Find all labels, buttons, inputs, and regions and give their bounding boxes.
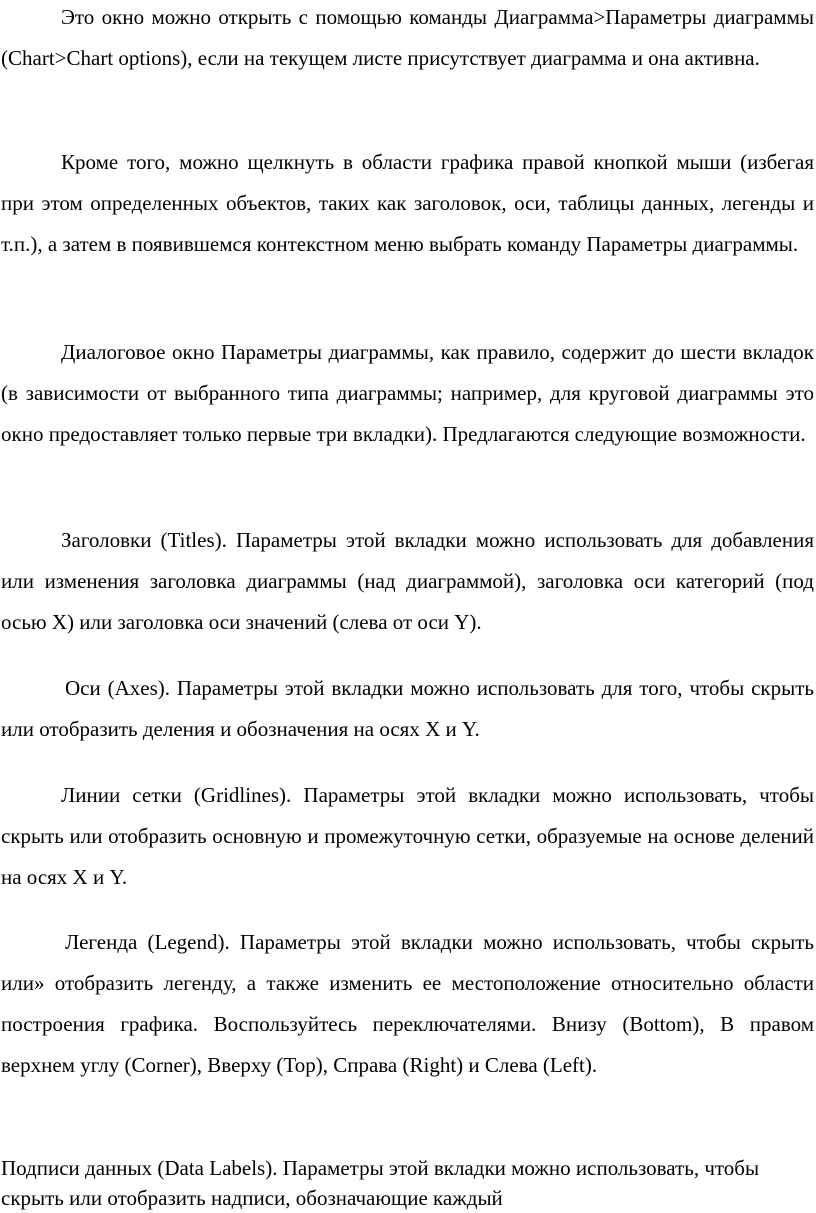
paragraph-data-labels-tab: Подписи данных (Data Labels). Параметры этой вкладки можно использовать, чтобы скрыть или отобразить надписи, обозначающие каждый: [1, 1156, 760, 1210]
paragraph-context-menu: Кроме того, можно щелкнуть в области графика правой кнопкой мыши (избегая при этом определенных объектов, таких как заголовок, оси, таблицы данных, легенды и т.п.), а затем в появившемся контекстном меню выбрать команду Параметры диаграммы.: [1, 150, 814, 256]
paragraph-axes-tab: Оси (Axes). Параметры этой вкладки можно использовать для того, чтобы скрыть или отобразить деления и обозначения на осях X и Y.: [1, 676, 814, 741]
paragraph-dialog-tabs: Диалоговое окно Параметры диаграммы, как правило, содержит до шести вкладок (в зависимости от выбранного типа диаграммы; например, для круговой диаграммы это окно предоставляет только первые три вкладки). Предлагаются следующие возможности.: [1, 340, 814, 446]
paragraph-titles-tab: Заголовки (Titles). Параметры этой вкладки можно использовать для добавления или изменения заголовка диаграммы (над диаграммой), заголовка оси категорий (под осью X) или заголовка оси значений (слева от оси Y).: [1, 528, 814, 634]
paragraph-chart-options-open: Это окно можно открыть с помощью команды Диаграмма>Параметры диаграммы (Chart>Chart options), если на текущем листе присутствует диаграмма и она активна.: [1, 5, 814, 70]
paragraph-legend-tab: Легенда (Legend). Параметры этой вкладки можно использовать, чтобы скрыть или» отобразить легенду, а также изменить ее местоположение относительно области построения графика. Воспользуйтесь переключателями. Внизу (Bottom), В правом верхнем углу (Corner), Вверху (Top), Справа (Right) и Слева (Left).: [1, 930, 814, 1077]
paragraph-gridlines-tab: Линии сетки (Gridlines). Параметры этой вкладки можно использовать, чтобы скрыть или отобразить основную и промежуточную сетки, образуемые на основе делений на осях X и Y.: [1, 783, 814, 889]
